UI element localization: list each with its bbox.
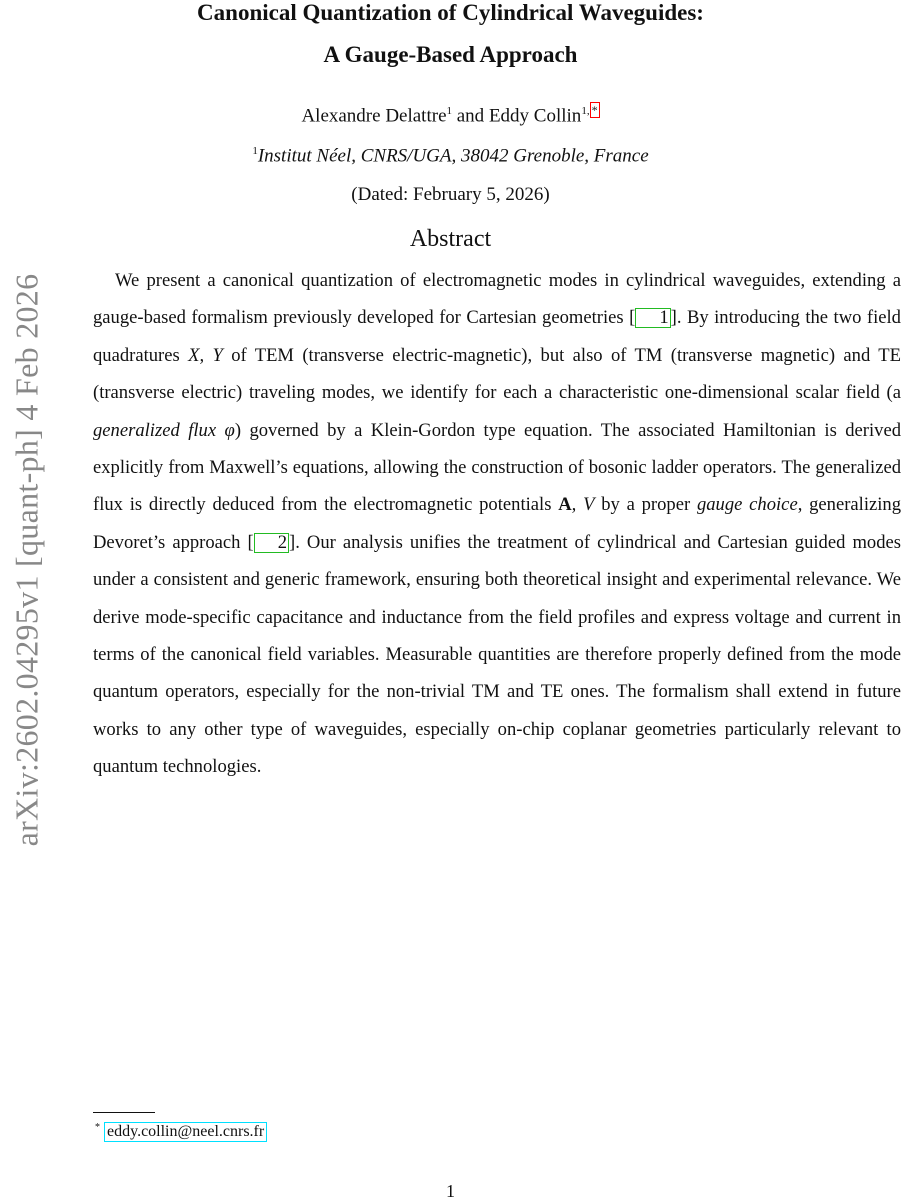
footnote [95, 1122, 267, 1142]
affiliation-text: Institut Néel, CNRS/UGA, 38042 Grenoble, France [257, 145, 649, 167]
arxiv-identifier: arXiv:2602.04295v1 [quant-ph] 4 Feb 2026 [8, 273, 45, 847]
abstract-body: We present a canonical quantization of electromagnetic modes in cylindrical waveguides, extending a gauge-based formalism previously developed for Cartesian geometries [ 1 ]. By introducing the two field quadratures X, Y of TEM (transverse electric-magnetic), but also of TM (transverse magnetic) and TE (transverse electric) traveling modes, we identify for each a characteristic one-dimensional scalar field (a generalized flux φ) governed by a Klein-Gordon type equation. The associated Hamiltonian is derived explicitly from Maxwell’s equations, allowing the construction of bosonic ladder operators. The generalized flux is directly deduced from the electromagnetic potentials A, V by a proper gauge choice, generalizing Devoret’s approach [ 2 ]. Our analysis unifies the treatment of cylindrical and Cartesian guided modes under a consistent and generic framework, ensuring both theoretical insight and experimental relevance. We derive mode-specific capacitance and inductance from the field profiles and express voltage and current in terms of the canonical field variables. Measurable quantities are therefore properly defined from the mode quantum operators, especially for the non-trivial TM and TE ones. The formalism shall extend in future works to any other type of waveguides, especially on-chip coplanar geometries particularly relevant to quantum technologies. [93, 270, 901, 778]
author-list [0, 102, 901, 127]
abstract-text: by a proper [594, 494, 697, 516]
math-v: , V [571, 494, 595, 516]
abstract-text: . Our analysis unifies the treatment of cylindrical and Cartesian guided modes under a consistent and generic framework, ensuring both theoretical insight and experimental relevance. We derive mode-specific capacitance and inductance from the field profiles and express voltage and current in terms of the canonical field variables. Measurable quantities are therefore properly defined from the mode quantum operators, especially for the non-trivial TM and TE ones. The formalism shall extend in future works to any other type of waveguides, especially on-chip coplanar geometries particularly relevant to quantum technologies. [93, 531, 901, 778]
affiliation [0, 145, 901, 167]
abstract-text: of TEM (transverse electric-magnetic), but also of TM (transverse magnetic) and TE (transverse electric) traveling modes, we identify for each a characteristic one-dimensional scalar field (a [93, 344, 901, 404]
author-name: Alexandre Delattre [301, 105, 447, 127]
affiliation-mark: 1 [252, 145, 258, 157]
abstract-text: We present a canonical quantization of electromagnetic modes in cylindrical waveguides, extending a gauge-based formalism previously developed for Cartesian geometries [93, 270, 901, 329]
gauge-choice-term: gauge choice [696, 494, 798, 516]
paper-title-line-2: A Gauge-Based Approach [323, 42, 578, 67]
author-affil-mark: 1 [446, 105, 452, 117]
abstract-text: . By introducing the two field quadratures [93, 307, 901, 366]
generalized-flux-term: generalized flux φ [93, 419, 235, 441]
math-xy: X, Y [188, 344, 223, 366]
citation-link-1[interactable]: 1 [635, 308, 670, 328]
corresponding-author-link[interactable]: * [591, 103, 598, 117]
author-affil-mark: 1, [581, 105, 590, 117]
date-line: (Dated: February 5, 2026) [351, 184, 550, 205]
footnote-rule [93, 1112, 155, 1113]
author-name: Eddy Collin [488, 105, 582, 127]
abstract-text: , generalizing Devoret’s approach [93, 494, 901, 553]
footnote-mark: * [95, 1122, 100, 1133]
paper-title-line-1: Canonical Quantization of Cylindrical Waveguides: [197, 0, 704, 25]
abstract-heading: Abstract [409, 226, 492, 252]
abstract-text: ) governed by a Klein-Gordon type equation. The associated Hamiltonian is derived explicitly from Maxwell’s equations, allowing the construction of bosonic ladder operators. The generalized flux is directly deduced from the electromagnetic potentials [93, 419, 901, 516]
math-vector-a: A [558, 494, 572, 516]
citation-link-2[interactable]: 2 [254, 533, 289, 553]
page-number: 1 [446, 1181, 455, 1201]
arxiv-sidebar [0, 245, 54, 875]
email-link[interactable]: eddy.collin@neel.cnrs.fr [104, 1122, 267, 1142]
author-connector: and [456, 105, 485, 127]
